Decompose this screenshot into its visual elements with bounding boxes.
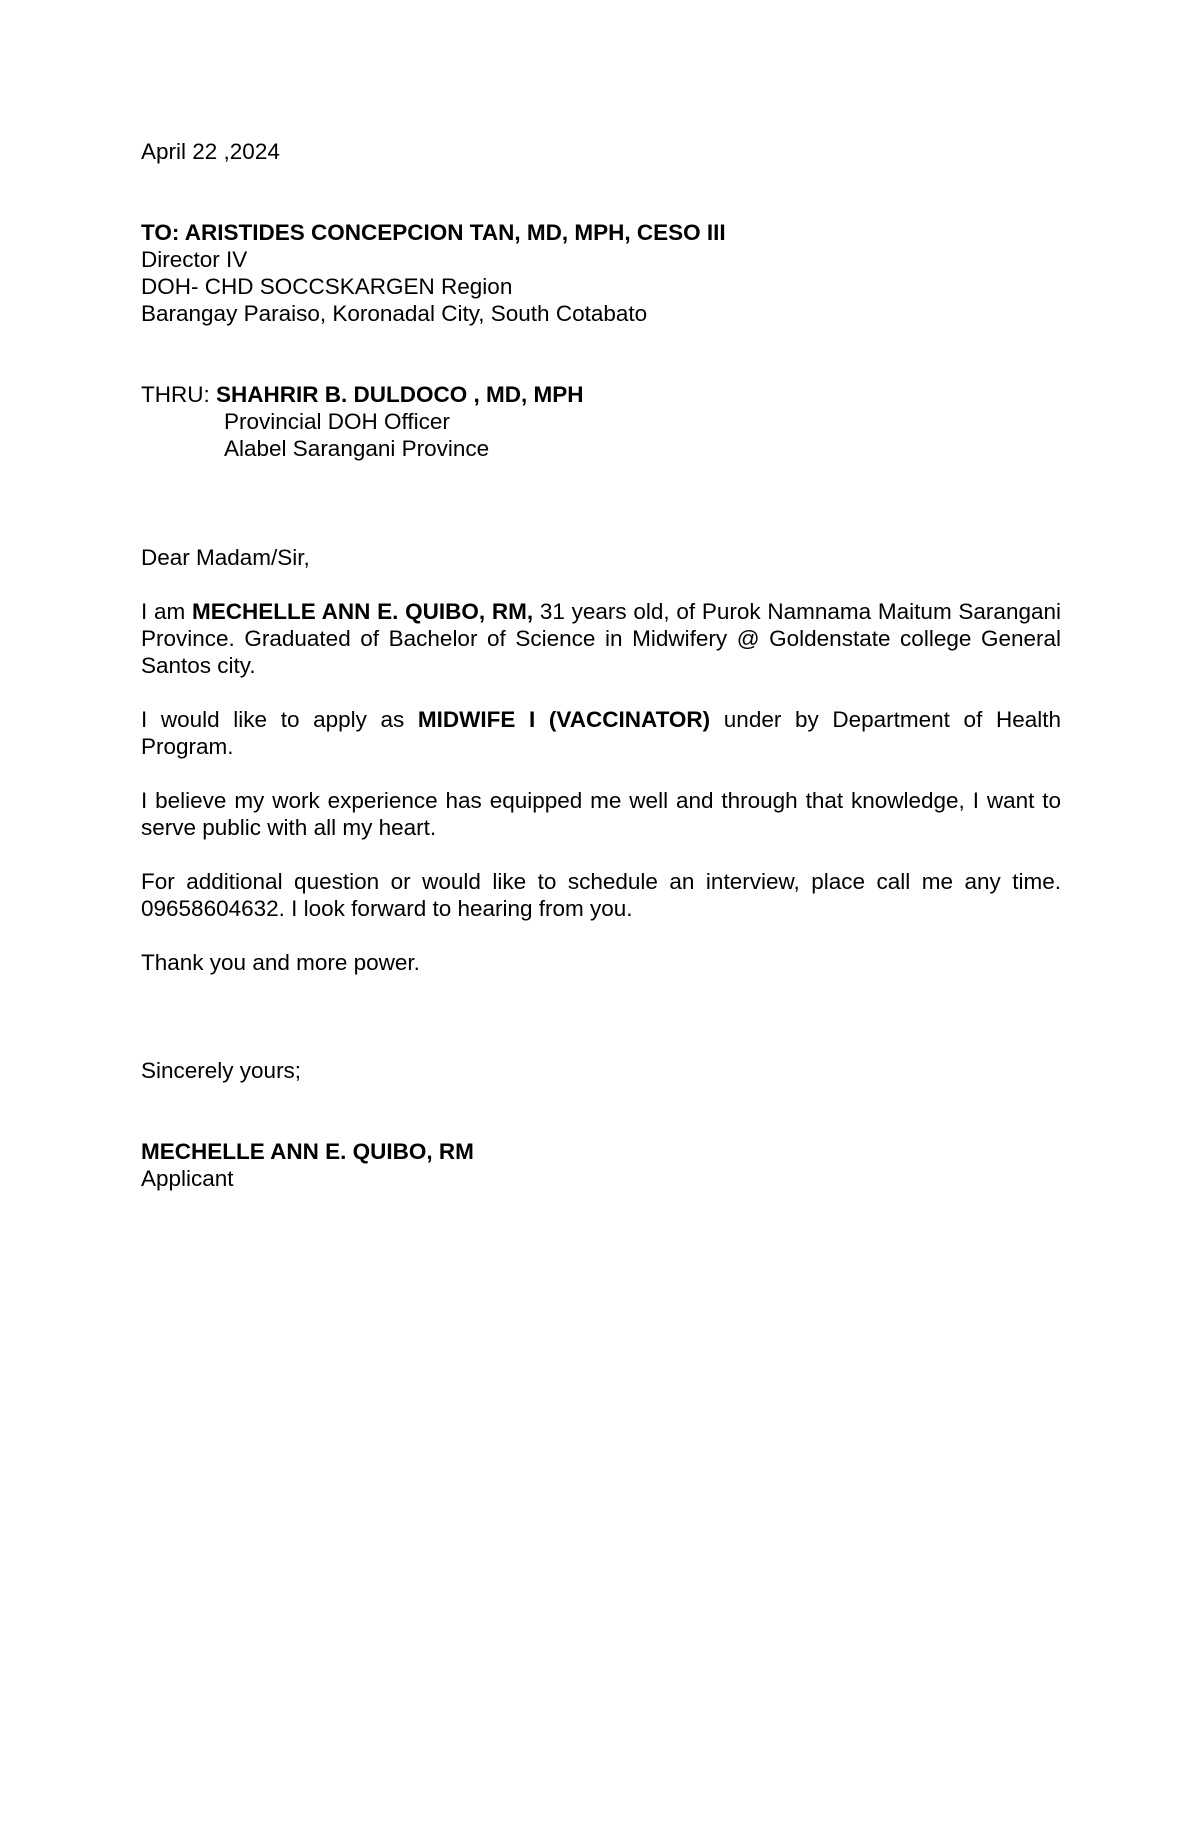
signatory-role: Applicant bbox=[141, 1166, 234, 1191]
thru-label: THRU: bbox=[141, 382, 210, 407]
recipient-to-line: TO: ARISTIDES CONCEPCION TAN, MD, MPH, CESO III bbox=[141, 220, 726, 245]
closing: Sincerely yours; bbox=[141, 1058, 302, 1083]
signature-block bbox=[141, 1138, 1061, 1192]
thru-title: Provincial DOH Officer bbox=[224, 409, 450, 434]
paragraph-1-intro: I am bbox=[141, 599, 186, 624]
paragraph-2-rest: under by Department of Health Program. bbox=[141, 707, 1061, 759]
letter-page bbox=[141, 138, 1061, 1192]
thru-address: Alabel Sarangani Province bbox=[224, 436, 490, 461]
recipient-office: DOH- CHD SOCCSKARGEN Region bbox=[141, 274, 513, 299]
paragraph-2-intro: I would like to apply as bbox=[141, 707, 405, 732]
thru-name: SHAHRIR B. DULDOCO , MD, MPH bbox=[216, 382, 584, 407]
salutation: Dear Madam/Sir, bbox=[141, 545, 310, 570]
position-applied: MIDWIFE I (VACCINATOR) bbox=[417, 707, 711, 732]
recipient-title: Director IV bbox=[141, 247, 248, 272]
paragraph-1-rest: 31 years old, of Purok Namnama Maitum Sarangani Province. Graduated of Bachelor of Science in Midwifery @ Goldenstate college General Santos city. bbox=[141, 599, 1061, 678]
recipient-block bbox=[141, 219, 1061, 327]
paragraph-thanks: Thank you and more power. bbox=[141, 950, 420, 975]
applicant-name-inline: MECHELLE ANN E. QUIBO, RM, bbox=[192, 599, 534, 624]
letter-date: April 22 ,2024 bbox=[141, 139, 280, 164]
thru-block bbox=[141, 381, 1061, 462]
paragraph-experience: I believe my work experience has equipped me well and through that knowledge, I want to serve public with all my heart. bbox=[141, 788, 1061, 840]
paragraph-application bbox=[141, 706, 1061, 760]
paragraph-contact: For additional question or would like to schedule an interview, place call me any time. 09658604632. I look forward to hearing from you. bbox=[141, 869, 1061, 921]
paragraph-introduction bbox=[141, 598, 1061, 679]
signatory-name: MECHELLE ANN E. QUIBO, RM bbox=[141, 1139, 474, 1164]
recipient-address: Barangay Paraiso, Koronadal City, South Cotabato bbox=[141, 301, 648, 326]
thru-line bbox=[141, 381, 1061, 408]
